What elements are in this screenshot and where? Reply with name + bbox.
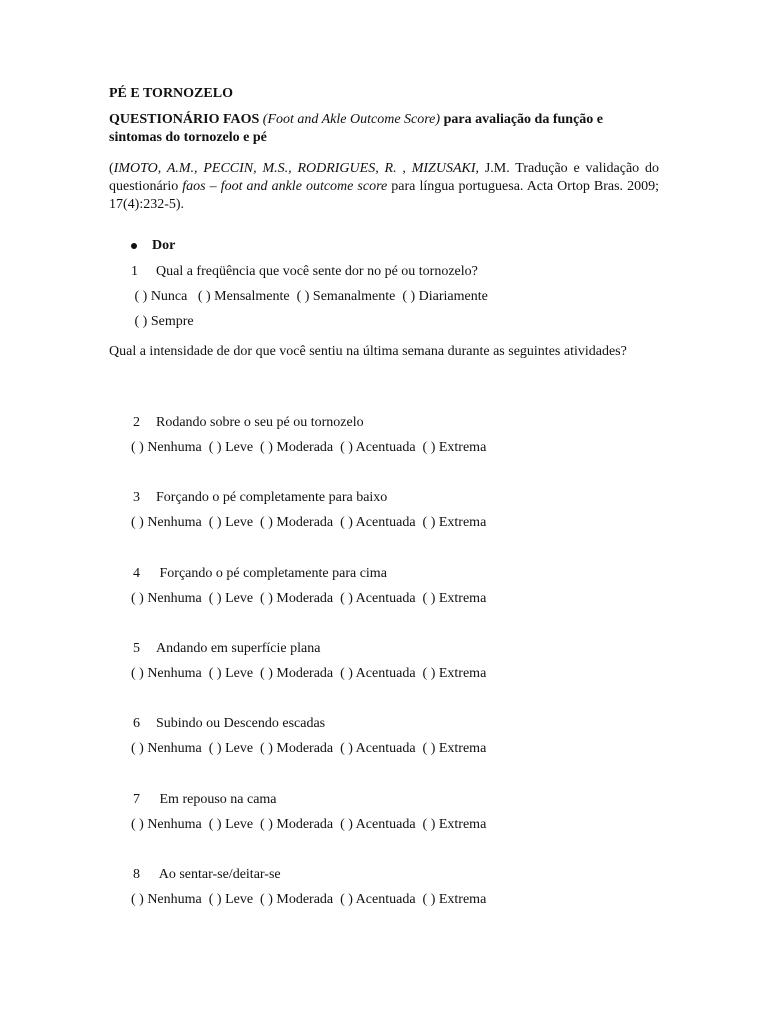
severity-options: ( ) Nenhuma ( ) Leve ( ) Moderada ( ) Acentuada ( ) Extrema bbox=[131, 666, 487, 681]
question-text: Andando em superfície plana bbox=[156, 641, 321, 656]
heading-bold-start: QUESTIONÁRIO FAOS bbox=[109, 112, 263, 127]
question-text: Forçando o pé completamente para baixo bbox=[156, 490, 388, 505]
severity-options: ( ) Nenhuma ( ) Leve ( ) Moderada ( ) Acentuada ( ) Extrema bbox=[131, 591, 487, 606]
questionnaire-heading bbox=[109, 111, 659, 147]
citation bbox=[109, 160, 663, 214]
question-number: 5 bbox=[133, 641, 140, 656]
citation-open: ( bbox=[109, 161, 114, 176]
severity-options: ( ) Nenhuma ( ) Leve ( ) Moderada ( ) Acentuada ( ) Extrema bbox=[131, 515, 487, 530]
question-text: Em repouso na cama bbox=[156, 792, 277, 807]
question-text: Ao sentar-se/deitar-se bbox=[156, 867, 281, 882]
question-text: Rodando sobre o seu pé ou tornozelo bbox=[156, 415, 364, 430]
question-number: 8 bbox=[133, 867, 140, 882]
intensity-intro: Qual a intensidade de dor que você sentiu na última semana durante as seguintes atividades? bbox=[109, 344, 627, 359]
severity-options: ( ) Nenhuma ( ) Leve ( ) Moderada ( ) Acentuada ( ) Extrema bbox=[131, 741, 487, 756]
severity-options: ( ) Nenhuma ( ) Leve ( ) Moderada ( ) Acentuada ( ) Extrema bbox=[131, 440, 487, 455]
question-1-number: 1 bbox=[131, 264, 138, 279]
question-number: 2 bbox=[133, 415, 140, 430]
citation-title: faos – foot and ankle outcome score bbox=[182, 179, 388, 194]
citation-after-authors: , J.M. Tradução e validação do questionário bbox=[109, 161, 663, 194]
citation-rest: para língua portuguesa. Acta Ortop Bras. 2009; 17(4):232-5). bbox=[109, 179, 663, 212]
question-text: Subindo ou Descendo escadas bbox=[156, 716, 326, 731]
question-text: Forçando o pé completamente para cima bbox=[156, 566, 387, 581]
severity-options: ( ) Nenhuma ( ) Leve ( ) Moderada ( ) Acentuada ( ) Extrema bbox=[131, 892, 487, 907]
question-number: 3 bbox=[133, 490, 140, 505]
question-number: 4 bbox=[133, 566, 140, 581]
section-label: Dor bbox=[152, 238, 176, 253]
question-1-options-line2: ( ) Sempre bbox=[131, 314, 194, 329]
question-number: 6 bbox=[133, 716, 140, 731]
question-number: 7 bbox=[133, 792, 140, 807]
citation-authors: IMOTO, A.M., PECCIN, M.S., RODRIGUES, R. , MIZUSAKI bbox=[113, 161, 476, 176]
heading-italic: (Foot and Akle Outcome Score) bbox=[262, 112, 441, 127]
question-1-text: Qual a freqüência que você sente dor no pé ou tornozelo? bbox=[156, 264, 478, 279]
heading-bold-end: para avaliação da função e sintomas do tornozelo e pé bbox=[109, 112, 604, 145]
bullet-dot-icon bbox=[131, 243, 137, 249]
document-title: PÉ E TORNOZELO bbox=[109, 86, 233, 101]
section-bullet bbox=[131, 238, 175, 254]
question-1-options-line1: ( ) Nunca ( ) Mensalmente ( ) Semanalmente ( ) Diariamente bbox=[131, 289, 488, 304]
severity-options: ( ) Nenhuma ( ) Leve ( ) Moderada ( ) Acentuada ( ) Extrema bbox=[131, 817, 487, 832]
